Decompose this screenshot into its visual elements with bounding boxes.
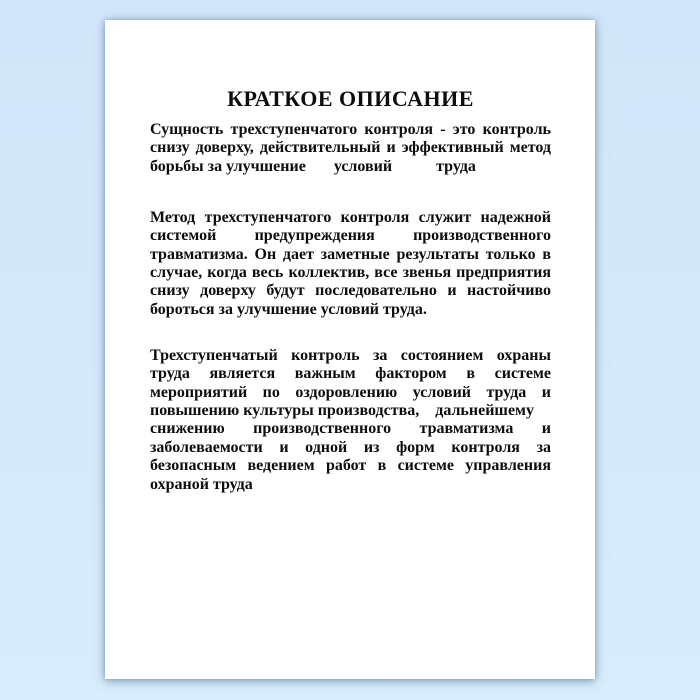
paragraph-3 xyxy=(150,347,551,494)
page-title: КРАТКОЕ ОПИСАНИЕ xyxy=(227,86,474,111)
paragraph-2 xyxy=(150,209,551,319)
text-line: Сущность трехступенчатого контроля - это контроль xyxy=(150,121,551,138)
paragraph-1 xyxy=(150,121,551,176)
text-line: бороться за улучшение условий труда. xyxy=(150,300,427,318)
text-line: снизу доверху, действительный и эффективный метод xyxy=(150,139,551,157)
text-line: системой предупреждения производственного xyxy=(150,227,551,245)
document-page xyxy=(105,20,595,679)
text-line: безопасным ведением работ в системе управления xyxy=(150,457,551,475)
text-line: заболеваемости и одной из форм контроля за xyxy=(150,438,551,456)
text-line: повышению культуры производства, дальнейшему xyxy=(150,402,534,420)
text-line: Метод трехступенчатого контроля служит надежной xyxy=(150,209,551,227)
text-line: мероприятий по оздоровлению условий труда и xyxy=(150,383,551,401)
text-line: снизу доверху будут последовательно и настойчиво xyxy=(150,282,551,300)
text-line: Трехступенчатый контроль за состоянием охраны xyxy=(150,347,551,365)
text-line: охраной труда xyxy=(150,475,253,493)
text-line: травматизма. Он дает заметные результаты только в xyxy=(150,245,551,263)
text-line: труда является важным фактором в системе xyxy=(150,365,551,383)
text-line: случае, когда весь коллектив, все звенья предприятия xyxy=(150,264,551,282)
text-line: снижению производственного травматизма и xyxy=(150,420,551,438)
text-line: борьбы за улучшение условий труда xyxy=(150,157,476,175)
